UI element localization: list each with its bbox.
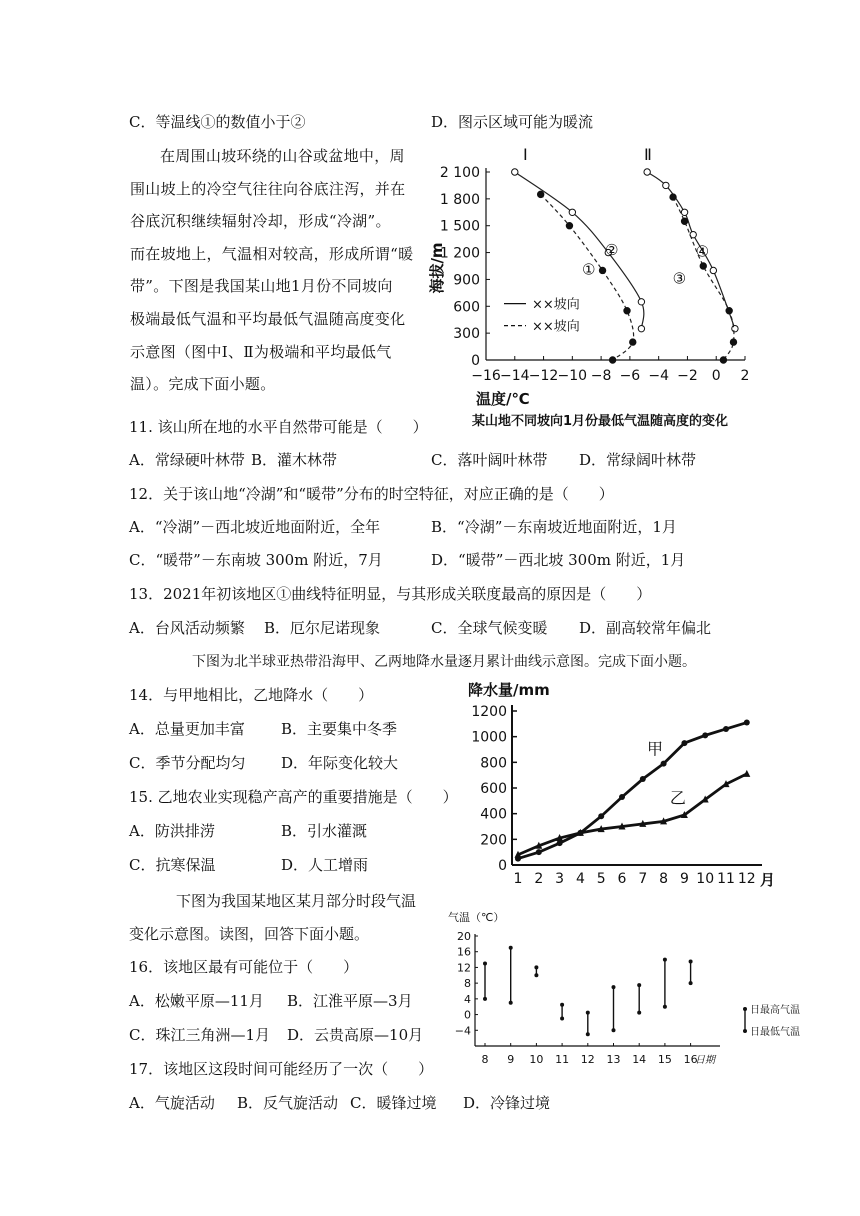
max-temp-point xyxy=(534,965,538,969)
q16-stem: 16．该地区最有可能位于（ ） xyxy=(129,958,359,976)
q14-option-c: C．季节分配均匀 xyxy=(129,754,246,772)
temp-intro-line-2: 变化示意图。读图，回答下面小题。 xyxy=(129,925,370,943)
data-point xyxy=(624,308,630,314)
data-point xyxy=(566,223,572,229)
x-tick-label: 0 xyxy=(711,368,721,384)
max-temp-point xyxy=(637,983,641,987)
q14-option-b: B．主要集中冬季 xyxy=(281,720,398,738)
data-point xyxy=(700,263,706,269)
x-tick-label: −8 xyxy=(590,368,612,384)
curve-label: ③ xyxy=(672,269,687,288)
x-tick-label: −6 xyxy=(619,368,641,384)
x-tick-label: 9 xyxy=(507,1053,515,1066)
data-point xyxy=(609,357,615,363)
q16-option-d: D．云贵高原—10月 xyxy=(287,1026,424,1044)
min-temp-point xyxy=(560,1017,564,1021)
y-tick-label: 1200 xyxy=(471,704,507,720)
x-tick-label: −16 xyxy=(471,368,501,384)
temp-intro-line-1: 下图为我国某地区某月部分时段气温 xyxy=(176,892,417,910)
q17-option-d: D．冷锋过境 xyxy=(463,1094,551,1112)
q12-option-a: A．“冷湖”－西北坡近地面附近，全年 xyxy=(129,518,381,536)
x-tick-label: 9 xyxy=(679,871,689,887)
para-line: 温）。完成下面小题。 xyxy=(130,375,276,394)
y-tick-label: 400 xyxy=(480,806,507,823)
curve-label: ② xyxy=(605,240,619,259)
q14-option-a: A．总量更加丰富 xyxy=(129,720,245,738)
legend-point xyxy=(743,1029,747,1033)
series-line xyxy=(518,774,747,855)
x-tick-label: 12 xyxy=(580,1053,595,1066)
x-tick-label: 11 xyxy=(717,871,735,887)
y-tick-label: 4 xyxy=(464,992,471,1006)
q13-option-d: D．副高较常年偏北 xyxy=(579,619,712,637)
data-point xyxy=(557,840,563,846)
max-temp-point xyxy=(689,960,693,964)
data-point xyxy=(726,308,732,314)
legend-label: ××坡向 xyxy=(532,297,580,313)
q15-option-d: D．人工增雨 xyxy=(281,856,369,874)
data-point xyxy=(640,776,646,782)
q16-option-a: A．松嫩平原—11月 xyxy=(129,992,264,1010)
legend-label: 日最低气温 xyxy=(750,1027,800,1038)
para-line: 带”。下图是我国某山地1月份不同坡向 xyxy=(130,277,393,296)
legend-label: ××坡向 xyxy=(532,319,580,335)
q14-option-d: D．年际变化较大 xyxy=(281,754,399,772)
daily-temperature-chart xyxy=(440,906,820,1078)
series-line xyxy=(518,723,747,859)
q11-option-b: B．灌木林带 xyxy=(251,451,338,469)
legend-label: 日最高气温 xyxy=(750,1005,800,1016)
option-c-isotherm: C．等温线①的数值小于② xyxy=(129,113,306,131)
data-point xyxy=(723,726,729,732)
series-label: 甲 xyxy=(646,739,663,759)
y-tick-label: 1 800 xyxy=(439,191,480,208)
x-tick-label: −4 xyxy=(648,368,669,384)
q15-option-c: C．抗寒保温 xyxy=(129,856,216,874)
y-tick-label: 800 xyxy=(480,755,507,772)
para-line: 谷底沉积继续辐射冷却，形成“冷湖”。 xyxy=(130,212,391,231)
y-tick-label: 0 xyxy=(471,353,480,369)
y-tick-label: −4 xyxy=(454,1024,471,1038)
data-point xyxy=(730,339,736,345)
rain-chart-intro: 下图为北半球亚热带沿海甲、乙两地降水量逐月累计曲线示意图。完成下面小题。 xyxy=(192,654,696,670)
series-label: 乙 xyxy=(669,788,686,808)
data-point xyxy=(598,813,604,819)
q12-option-d: D．“暖带”－西北坡 300m 附近，1月 xyxy=(431,551,686,569)
q12-option-c: C．“暖带”－东南坡 300m 附近，7月 xyxy=(129,551,383,569)
max-temp-point xyxy=(483,962,487,966)
cold-lake-paragraph xyxy=(130,140,420,401)
x-tick-label: 5 xyxy=(596,871,606,887)
y-axis-title: 气温（℃） xyxy=(448,911,505,924)
q13-option-b: B．厄尔尼诺现象 xyxy=(264,619,381,637)
data-point xyxy=(720,357,726,363)
option-d-warm-current: D．图示区域可能为暖流 xyxy=(431,113,594,131)
min-temp-point xyxy=(586,1032,590,1036)
q15-stem: 15. 乙地农业实现稳产高产的重要措施是（ ） xyxy=(129,788,458,806)
q11-option-d: D．常绿阔叶林带 xyxy=(579,451,697,469)
data-point xyxy=(638,299,644,305)
x-tick-label: 11 xyxy=(555,1053,570,1066)
y-tick-label: 16 xyxy=(457,945,471,959)
y-tick-label: 0 xyxy=(498,858,507,874)
max-temp-point xyxy=(509,946,513,950)
y-tick-label: 12 xyxy=(457,961,471,975)
data-point xyxy=(537,191,543,197)
data-point xyxy=(732,325,738,331)
para-line: 极端最低气温和平均最低气温随高度变化 xyxy=(130,309,406,328)
data-point xyxy=(743,770,750,777)
x-tick-label: 10 xyxy=(529,1053,544,1066)
data-point xyxy=(599,267,605,273)
group-label: Ⅱ xyxy=(644,145,652,164)
x-tick-label: −2 xyxy=(677,368,698,384)
y-tick-label: 20 xyxy=(457,930,471,943)
x-tick-label: 7 xyxy=(638,871,648,887)
data-point xyxy=(670,194,676,200)
q12-option-b: B．“冷湖”－东南坡近地面附近，1月 xyxy=(431,518,677,536)
x-tick-label: 12 xyxy=(737,871,756,887)
q13-option-a: A．台风活动频繁 xyxy=(129,619,245,637)
min-temp-point xyxy=(612,1028,616,1032)
data-point xyxy=(661,761,667,767)
y-tick-label: 900 xyxy=(453,272,480,289)
data-point xyxy=(681,209,687,215)
max-temp-point xyxy=(612,985,616,989)
q17-option-a: A．气旋活动 xyxy=(129,1094,215,1112)
y-tick-label: 200 xyxy=(480,832,507,849)
y-axis-title: 海拔/m xyxy=(428,242,446,294)
q16-option-b: B．江淮平原—3月 xyxy=(287,992,413,1010)
x-tick-label: 2 xyxy=(534,871,544,887)
series-curve xyxy=(647,172,735,329)
min-temp-point xyxy=(534,973,538,977)
data-point xyxy=(569,209,575,215)
q13-option-c: C．全球气候变暖 xyxy=(431,619,548,637)
q17-option-b: B．反气旋活动 xyxy=(237,1094,339,1112)
data-point xyxy=(619,794,625,800)
data-point xyxy=(681,740,687,746)
x-tick-label: 1 xyxy=(513,871,523,887)
x-tick-label: 16 xyxy=(683,1053,698,1066)
y-tick-label: 8 xyxy=(464,977,471,991)
data-point xyxy=(644,169,650,175)
data-point xyxy=(512,169,518,175)
q15-option-b: B．引水灌溉 xyxy=(281,822,368,840)
data-point xyxy=(638,325,644,331)
x-axis-title: 温度/℃ xyxy=(476,390,530,408)
min-temp-point xyxy=(663,1005,667,1009)
x-tick-label: 3 xyxy=(555,871,565,887)
x-tick-label: −10 xyxy=(557,368,588,384)
y-tick-label: 600 xyxy=(480,781,507,797)
q11-option-a: A．常绿硬叶林带 xyxy=(129,451,245,469)
q12-stem: 12．关于该山地“冷湖”和“暖带”分布的时空特征，对应正确的是（ ） xyxy=(129,485,614,503)
y-tick-label: 600 xyxy=(453,299,480,316)
min-temp-point xyxy=(483,997,487,1001)
data-point xyxy=(663,182,669,188)
q17-stem: 17．该地区这段时间可能经历了一次（ ） xyxy=(129,1060,434,1078)
x-tick-label: 8 xyxy=(481,1053,489,1066)
max-temp-point xyxy=(663,958,667,962)
group-label: Ⅰ xyxy=(523,145,528,164)
q15-option-a: A．防洪排涝 xyxy=(129,822,215,840)
q11-stem: 11. 该山所在地的水平自然带可能是（ ） xyxy=(129,418,428,436)
x-tick-label: 6 xyxy=(617,871,627,887)
y-tick-label: 0 xyxy=(464,1008,471,1022)
min-temp-point xyxy=(509,1001,513,1005)
y-tick-label: 1 500 xyxy=(439,218,480,235)
x-tick-label: 10 xyxy=(696,871,715,887)
para-line: 在周围山坡环绕的山谷或盆地中，周 xyxy=(160,147,405,165)
x-tick-label: 14 xyxy=(632,1053,647,1066)
x-tick-label: 2 xyxy=(740,368,750,384)
y-tick-label: 1 200 xyxy=(439,245,480,262)
data-point xyxy=(702,732,708,738)
min-temp-point xyxy=(637,1011,641,1015)
x-axis-title: 月 xyxy=(760,871,776,889)
max-temp-point xyxy=(560,1003,564,1007)
x-tick-label: 4 xyxy=(575,871,585,887)
legend-point xyxy=(743,1007,747,1011)
x-tick-label: 15 xyxy=(657,1053,672,1066)
data-point xyxy=(536,849,542,855)
para-line: 示意图（图中Ⅰ、Ⅱ为极端和平均最低气 xyxy=(130,342,392,361)
q17-option-c: C．暖锋过境 xyxy=(350,1094,437,1112)
y-tick-label: 1000 xyxy=(471,729,507,746)
max-temp-point xyxy=(586,1011,590,1015)
y-axis-title: 降水量/mm xyxy=(468,681,550,699)
x-tick-label: −14 xyxy=(500,368,530,384)
data-point xyxy=(710,267,716,273)
q16-option-c: C．珠江三角洲—1月 xyxy=(129,1026,271,1044)
q11-option-c: C．落叶阔叶林带 xyxy=(431,451,548,469)
altitude-temperature-chart xyxy=(420,142,780,434)
x-axis-title: 日期 xyxy=(695,1055,715,1066)
x-tick-label: 13 xyxy=(606,1053,621,1066)
data-point xyxy=(630,339,636,345)
min-temp-point xyxy=(689,981,693,985)
y-tick-label: 300 xyxy=(453,326,480,343)
curve-label: ④ xyxy=(695,242,710,261)
y-tick-label: 2 100 xyxy=(439,165,480,181)
chart-title: 某山地不同坡向1月份最低气温随高度的变化 xyxy=(471,414,729,429)
x-tick-label: −12 xyxy=(528,368,559,384)
para-line: 围山坡上的冷空气往往向谷底注泻，并在 xyxy=(130,179,406,198)
q14-stem: 14．与甲地相比，乙地降水（ ） xyxy=(129,686,374,704)
para-line: 而在坡地上，气温相对较高，形成所谓“暖 xyxy=(130,244,414,263)
data-point xyxy=(681,218,687,224)
data-point xyxy=(744,720,750,726)
x-tick-label: 8 xyxy=(659,871,669,887)
q13-stem: 13．2021年初该地区①曲线特征明显，与其形成关联度最高的原因是（ ） xyxy=(129,585,652,603)
curve-label: ① xyxy=(581,260,596,279)
precipitation-chart xyxy=(462,678,792,893)
